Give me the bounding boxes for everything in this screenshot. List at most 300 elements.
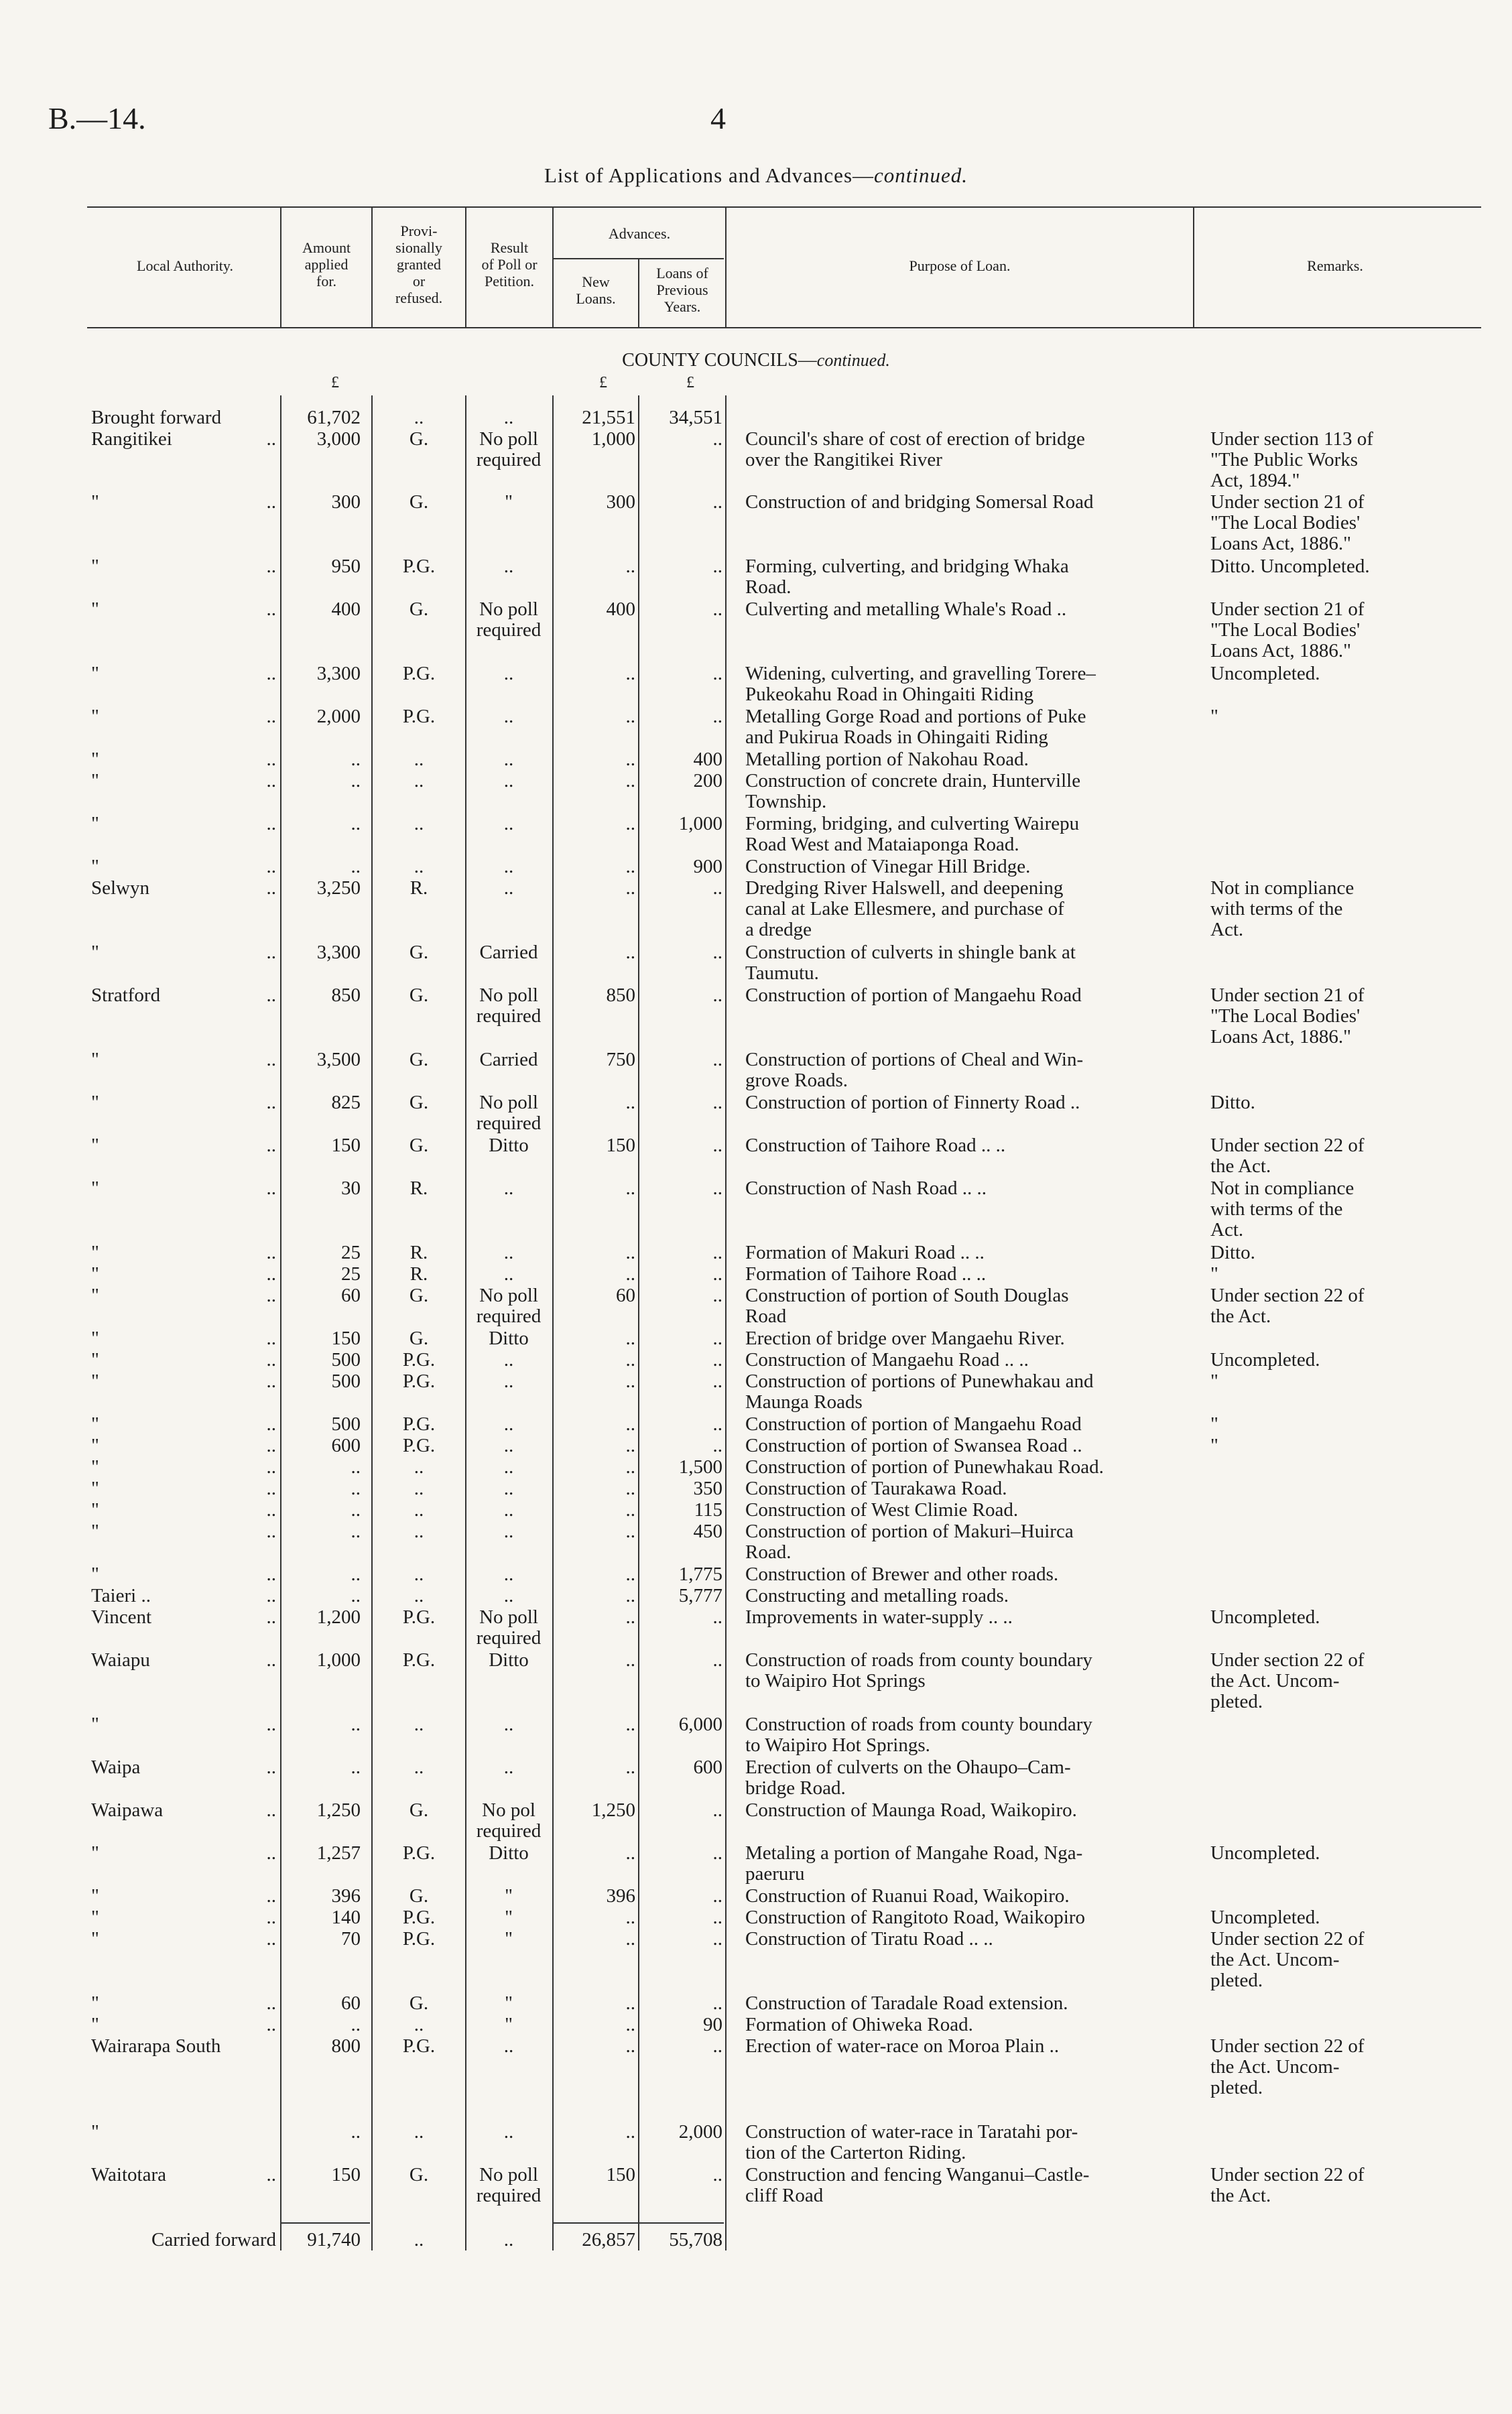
row-remarks: Uncompleted.	[1210, 663, 1320, 684]
row-amount: ..	[351, 770, 361, 791]
row-purpose: Dredging River Halswell, and deepening canal at Lake Ellesmere, and purchase of a dredge	[745, 877, 1064, 940]
row-leader-dots: ..	[266, 1328, 276, 1349]
row-remarks: Under section 21 of "The Local Bodies' Loans Act, 1886."	[1210, 598, 1365, 661]
row-new-loans: ..	[625, 1585, 635, 1606]
row-previous-loans: ..	[712, 1349, 722, 1371]
row-leader-dots: ..	[266, 1478, 276, 1499]
row-new-loans: ..	[625, 1263, 635, 1285]
row-new-loans: ..	[625, 877, 635, 899]
row-new-loans: 750	[606, 1049, 635, 1070]
row-provisional-status: ..	[414, 407, 424, 428]
row-previous-loans: ..	[712, 2164, 722, 2185]
row-new-loans: ..	[625, 749, 635, 770]
row-amount: ..	[351, 1478, 361, 1499]
row-leader-dots: ..	[266, 1285, 276, 1306]
row-amount: 600	[331, 1435, 361, 1456]
row-previous-loans: ..	[712, 1242, 722, 1263]
row-poll-result: ..	[503, 1714, 514, 1735]
row-amount: 2,000	[316, 706, 361, 727]
row-poll-result: "	[505, 1992, 513, 2014]
row-remarks: Not in compliance with terms of the Act.	[1210, 1178, 1354, 1241]
row-previous-loans: ..	[712, 1992, 722, 2014]
row-purpose: Construction of portion of Punewhakau Road.	[745, 1456, 1104, 1478]
row-poll-result: ..	[503, 2121, 514, 2143]
row-purpose: Construction of Taihore Road .. ..	[745, 1135, 1006, 1156]
row-leader-dots: ..	[266, 1799, 276, 1821]
row-new-loans: 21,551	[582, 407, 635, 428]
row-new-loans: ..	[625, 1842, 635, 1864]
row-authority: Waiapu	[91, 1649, 150, 1671]
col-header-amount: Amount applied for.	[302, 239, 351, 290]
row-new-loans: 60	[616, 1285, 635, 1306]
row-poll-result: ..	[503, 1456, 514, 1478]
row-provisional-status: P.G.	[402, 1413, 436, 1435]
row-provisional-status: ..	[414, 856, 424, 877]
row-amount: 3,500	[316, 1049, 361, 1070]
row-provisional-status: ..	[414, 749, 424, 770]
row-leader-dots: ..	[266, 877, 276, 899]
row-purpose: Construction of portions of Cheal and Win- grove Roads.	[745, 1049, 1084, 1091]
row-previous-loans: 450	[693, 1521, 722, 1542]
row-amount: 825	[331, 1092, 361, 1113]
row-previous-loans: ..	[712, 877, 722, 899]
row-leader-dots: ..	[266, 1349, 276, 1371]
row-provisional-status: P.G.	[402, 1842, 436, 1864]
row-previous-loans: ..	[712, 2035, 722, 2057]
row-provisional-status: ..	[414, 770, 424, 791]
row-poll-result: Ditto	[489, 1649, 529, 1671]
row-leader-dots: ..	[266, 984, 276, 1006]
row-poll-result: ..	[503, 1564, 514, 1585]
row-new-loans: ..	[625, 1178, 635, 1199]
row-previous-loans: 200	[693, 770, 722, 791]
col-header-poll: Result of Poll or Petition.	[481, 239, 538, 290]
row-amount: 150	[331, 2164, 361, 2185]
row-previous-loans: 350	[693, 1478, 722, 1499]
row-remarks: "	[1210, 1371, 1218, 1392]
row-new-loans: ..	[625, 1092, 635, 1113]
row-poll-result: Ditto	[489, 1328, 529, 1349]
row-leader-dots: ..	[266, 706, 276, 727]
row-new-loans: ..	[625, 1242, 635, 1263]
row-authority: "	[91, 813, 99, 834]
row-remarks: Under section 21 of "The Local Bodies' Loans Act, 1886."	[1210, 491, 1365, 554]
row-provisional-status: P.G.	[402, 706, 436, 727]
row-leader-dots: ..	[266, 2164, 276, 2185]
body-col-line	[725, 395, 727, 2250]
row-poll-result: No poll required	[476, 1606, 542, 1649]
row-purpose: Construction of Brewer and other roads.	[745, 1564, 1059, 1585]
subtotal-rule	[281, 2222, 370, 2224]
row-leader-dots: ..	[266, 1649, 276, 1671]
row-purpose: Council's share of cost of erection of bridge over the Rangitikei River	[745, 428, 1085, 470]
row-authority: "	[91, 1242, 99, 1263]
row-leader-dots: ..	[266, 1585, 276, 1606]
carried-forward-prov: ..	[414, 2229, 424, 2250]
row-poll-result: ..	[503, 1757, 514, 1778]
row-previous-loans: ..	[712, 1842, 722, 1864]
row-leader-dots: ..	[266, 556, 276, 577]
row-authority: "	[91, 1842, 99, 1864]
row-amount: 1,200	[316, 1606, 361, 1628]
row-provisional-status: G.	[409, 942, 429, 963]
row-amount: 140	[331, 1907, 361, 1928]
row-new-loans: ..	[625, 942, 635, 963]
col-header-authority: Local Authority.	[137, 257, 233, 274]
row-new-loans: ..	[625, 1521, 635, 1542]
row-new-loans: ..	[625, 856, 635, 877]
row-remarks: Not in compliance with terms of the Act.	[1210, 877, 1354, 940]
row-poll-result: ..	[503, 1371, 514, 1392]
row-authority: "	[91, 1285, 99, 1306]
row-new-loans: ..	[625, 706, 635, 727]
row-previous-loans: ..	[712, 491, 722, 513]
row-new-loans: ..	[625, 1564, 635, 1585]
row-new-loans: 300	[606, 491, 635, 513]
row-leader-dots: ..	[266, 1606, 276, 1628]
row-previous-loans: 90	[703, 2014, 722, 2035]
row-poll-result: ..	[503, 856, 514, 877]
row-provisional-status: P.G.	[402, 1928, 436, 1950]
row-purpose: Construction of and bridging Somersal Road	[745, 491, 1094, 513]
row-amount: 30	[341, 1178, 361, 1199]
row-remarks: "	[1210, 1263, 1218, 1285]
row-purpose: Improvements in water-supply .. ..	[745, 1606, 1013, 1628]
row-purpose: Construction of roads from county boundary to Waipiro Hot Springs.	[745, 1714, 1092, 1756]
row-previous-loans: ..	[712, 1285, 722, 1306]
col-header-remarks: Remarks.	[1307, 257, 1363, 274]
section-heading-continued: continued.	[816, 351, 890, 370]
row-new-loans: ..	[625, 1928, 635, 1950]
row-leader-dots: ..	[266, 1521, 276, 1542]
row-leader-dots: ..	[266, 428, 276, 450]
row-previous-loans: ..	[712, 1799, 722, 1821]
row-previous-loans: 115	[694, 1499, 722, 1521]
row-leader-dots: ..	[266, 1135, 276, 1156]
row-new-loans: 850	[606, 984, 635, 1006]
col-header-new-loans: New Loans.	[576, 273, 616, 307]
row-poll-result: ..	[503, 1178, 514, 1199]
row-previous-loans: ..	[712, 1092, 722, 1113]
row-poll-result: ..	[503, 663, 514, 684]
row-authority: "	[91, 1328, 99, 1349]
header-bottom-rule	[87, 327, 1481, 328]
section-heading	[0, 350, 1512, 371]
row-poll-result: ..	[503, 1263, 514, 1285]
row-leader-dots: ..	[266, 663, 276, 684]
row-purpose: Construction of Nash Road .. ..	[745, 1178, 987, 1199]
row-previous-loans: 2,000	[678, 2121, 722, 2143]
row-purpose: Erection of culverts on the Ohaupo–Cam- bridge Road.	[745, 1757, 1071, 1799]
row-authority: "	[91, 942, 99, 963]
row-authority: "	[91, 1413, 99, 1435]
row-authority: "	[91, 1907, 99, 1928]
row-provisional-status: P.G.	[402, 1435, 436, 1456]
row-amount: 3,300	[316, 663, 361, 684]
row-leader-dots: ..	[266, 942, 276, 963]
row-amount: 3,000	[316, 428, 361, 450]
row-leader-dots: ..	[266, 813, 276, 834]
row-purpose: Forming, culverting, and bridging Whaka Road.	[745, 556, 1069, 598]
row-amount: ..	[351, 2121, 361, 2143]
row-previous-loans: ..	[712, 1606, 722, 1628]
row-leader-dots: ..	[266, 770, 276, 791]
row-authority: "	[91, 1371, 99, 1392]
row-remarks: Ditto. Uncompleted.	[1210, 556, 1370, 577]
row-authority: "	[91, 1435, 99, 1456]
row-remarks: Under section 22 of the Act.	[1210, 2164, 1365, 2206]
row-poll-result: ..	[503, 556, 514, 577]
row-purpose: Construction and fencing Wanganui–Castle- cliff Road	[745, 2164, 1090, 2206]
row-purpose: Construction of Ruanui Road, Waikopiro.	[745, 1885, 1070, 1907]
row-poll-result: ..	[503, 877, 514, 899]
row-provisional-status: ..	[414, 1757, 424, 1778]
row-authority: "	[91, 663, 99, 684]
row-new-loans: ..	[625, 1371, 635, 1392]
row-provisional-status: R.	[410, 877, 428, 899]
row-poll-result: Ditto	[489, 1135, 529, 1156]
row-purpose: Construction of Maunga Road, Waikopiro.	[745, 1799, 1077, 1821]
row-provisional-status: ..	[414, 2014, 424, 2035]
row-authority: "	[91, 1478, 99, 1499]
row-previous-loans: ..	[712, 706, 722, 727]
row-purpose: Construction of West Climie Road.	[745, 1499, 1019, 1521]
row-purpose: Construction of water-race in Taratahi por- tion of the Carterton Riding.	[745, 2121, 1078, 2163]
row-poll-result: ..	[503, 1499, 514, 1521]
row-poll-result: No poll required	[476, 428, 542, 470]
row-leader-dots: ..	[266, 1907, 276, 1928]
row-new-loans: ..	[625, 770, 635, 791]
row-provisional-status: G.	[409, 984, 429, 1006]
row-provisional-status: G.	[409, 1799, 429, 1821]
row-poll-result: ..	[503, 770, 514, 791]
row-amount: 60	[341, 1992, 361, 2014]
row-new-loans: ..	[625, 556, 635, 577]
row-amount: ..	[351, 856, 361, 877]
row-poll-result: ..	[503, 2035, 514, 2057]
row-remarks: "	[1210, 1435, 1218, 1456]
row-amount: ..	[351, 813, 361, 834]
row-authority: "	[91, 1049, 99, 1070]
row-new-loans: ..	[625, 813, 635, 834]
row-poll-result: No poll required	[476, 2164, 542, 2206]
list-title-continued: continued.	[874, 164, 968, 187]
row-remarks: Uncompleted.	[1210, 1842, 1320, 1864]
row-remarks: Under section 22 of the Act.	[1210, 1285, 1365, 1327]
row-authority: "	[91, 770, 99, 791]
row-purpose: Construction of roads from county boundary to Waipiro Hot Springs	[745, 1649, 1092, 1692]
row-provisional-status: ..	[414, 1456, 424, 1478]
row-new-loans: ..	[625, 1478, 635, 1499]
row-provisional-status: G.	[409, 1049, 429, 1070]
row-remarks: Under section 113 of "The Public Works Act, 1894."	[1210, 428, 1373, 491]
row-leader-dots: ..	[266, 1049, 276, 1070]
row-leader-dots: ..	[266, 1456, 276, 1478]
row-provisional-status: G.	[409, 1135, 429, 1156]
row-purpose: Constructing and metalling roads.	[745, 1585, 1009, 1606]
row-previous-loans: 1,775	[678, 1564, 722, 1585]
row-authority: "	[91, 1499, 99, 1521]
row-poll-result: No poll required	[476, 1092, 542, 1134]
row-amount: 850	[331, 984, 361, 1006]
row-amount: ..	[351, 749, 361, 770]
row-poll-result: ..	[503, 1585, 514, 1606]
row-amount: 25	[341, 1242, 361, 1263]
row-previous-loans: ..	[712, 984, 722, 1006]
row-previous-loans: ..	[712, 1435, 722, 1456]
row-amount: 1,250	[316, 1799, 361, 1821]
row-provisional-status: R.	[410, 1178, 428, 1199]
row-purpose: Construction of Taurakawa Road.	[745, 1478, 1007, 1499]
row-purpose: Metalling Gorge Road and portions of Puke and Pukirua Roads in Ohingaiti Riding	[745, 706, 1086, 748]
carried-forward-amount: 91,740	[307, 2229, 361, 2250]
row-remarks: Uncompleted.	[1210, 1349, 1320, 1371]
row-previous-loans: ..	[712, 1649, 722, 1671]
row-provisional-status: ..	[414, 1564, 424, 1585]
row-poll-result: ..	[503, 1413, 514, 1435]
row-purpose: Metalling portion of Nakohau Road.	[745, 749, 1029, 770]
row-authority: "	[91, 1178, 99, 1199]
list-title	[0, 164, 1512, 188]
row-leader-dots: ..	[266, 1435, 276, 1456]
row-leader-dots: ..	[266, 598, 276, 620]
row-authority: "	[91, 1564, 99, 1585]
row-remarks: Ditto.	[1210, 1242, 1255, 1263]
row-new-loans: 1,250	[591, 1799, 635, 1821]
row-amount: 150	[331, 1135, 361, 1156]
row-provisional-status: R.	[410, 1263, 428, 1285]
row-previous-loans: ..	[712, 942, 722, 963]
row-purpose: Construction of portion of South Douglas Road	[745, 1285, 1069, 1327]
body-col-line	[552, 395, 554, 2250]
row-poll-result: ..	[503, 749, 514, 770]
row-amount: 400	[331, 598, 361, 620]
row-previous-loans: ..	[712, 1263, 722, 1285]
row-remarks: "	[1210, 706, 1218, 727]
row-leader-dots: ..	[266, 1842, 276, 1864]
row-purpose: Construction of culverts in shingle bank at Taumutu.	[745, 942, 1076, 984]
carried-forward-label: Carried forward	[151, 2229, 276, 2250]
section-heading-main: COUNTY COUNCILS—	[622, 350, 817, 371]
row-amount: ..	[351, 1521, 361, 1542]
row-amount: 61,702	[307, 407, 361, 428]
row-authority: "	[91, 491, 99, 513]
row-leader-dots: ..	[266, 1371, 276, 1392]
row-poll-result: ..	[503, 1242, 514, 1263]
row-provisional-status: R.	[410, 1242, 428, 1263]
row-purpose: Construction of Vinegar Hill Bridge.	[745, 856, 1031, 877]
row-leader-dots: ..	[266, 1413, 276, 1435]
row-remarks: Under section 22 of the Act. Uncom- pleted.	[1210, 1928, 1365, 1991]
row-provisional-status: G.	[409, 1328, 429, 1349]
carried-forward-new-loans: 26,857	[582, 2229, 635, 2250]
row-remarks: Uncompleted.	[1210, 1907, 1320, 1928]
row-previous-loans: ..	[712, 428, 722, 450]
row-amount: 950	[331, 556, 361, 577]
row-purpose: Construction of portion of Makuri–Huirca Road.	[745, 1521, 1074, 1563]
row-authority: "	[91, 598, 99, 620]
row-purpose: Construction of Rangitoto Road, Waikopiro	[745, 1907, 1086, 1928]
row-authority: Stratford	[91, 984, 161, 1006]
row-leader-dots: ..	[266, 1714, 276, 1735]
row-provisional-status: ..	[414, 1521, 424, 1542]
row-provisional-status: ..	[414, 813, 424, 834]
row-provisional-status: P.G.	[402, 1606, 436, 1628]
row-poll-result: "	[505, 2014, 513, 2035]
header-top-rule	[87, 206, 1481, 208]
row-amount: 800	[331, 2035, 361, 2057]
row-purpose: Construction of portion of Mangaehu Road	[745, 1413, 1082, 1435]
row-new-loans: 150	[606, 1135, 635, 1156]
row-poll-result: No pol required	[476, 1799, 542, 1842]
carried-forward-poll: ..	[503, 2229, 514, 2250]
row-new-loans: ..	[625, 1456, 635, 1478]
row-previous-loans: 6,000	[678, 1714, 722, 1735]
row-previous-loans: ..	[712, 1049, 722, 1070]
row-remarks: Under section 21 of "The Local Bodies' Loans Act, 1886."	[1210, 984, 1365, 1047]
row-remarks: Under section 22 of the Act.	[1210, 1135, 1365, 1177]
row-previous-loans: ..	[712, 556, 722, 577]
row-new-loans: 400	[606, 598, 635, 620]
row-purpose: Construction of Tiratu Road .. ..	[745, 1928, 993, 1950]
row-new-loans: ..	[625, 1992, 635, 2014]
row-provisional-status: G.	[409, 1885, 429, 1907]
col-header-advances: Advances.	[608, 225, 671, 242]
row-poll-result: No poll required	[476, 984, 542, 1027]
row-new-loans: ..	[625, 1714, 635, 1735]
row-poll-result: "	[505, 1928, 513, 1950]
row-provisional-status: G.	[409, 491, 429, 513]
list-title-main: List of Applications and Advances—	[544, 164, 875, 187]
row-provisional-status: G.	[409, 1992, 429, 2014]
row-purpose: Construction of portion of Mangaehu Road	[745, 984, 1082, 1006]
pound-sign-amount: £	[331, 374, 339, 391]
row-purpose: Erection of bridge over Mangaehu River.	[745, 1328, 1065, 1349]
row-amount: 300	[331, 491, 361, 513]
row-authority: "	[91, 1992, 99, 2014]
row-purpose: Formation of Ohiweka Road.	[745, 2014, 973, 2035]
row-provisional-status: P.G.	[402, 1649, 436, 1671]
row-amount: 396	[331, 1885, 361, 1907]
row-purpose: Forming, bridging, and culverting Wairepu Road West and Mataiaponga Road.	[745, 813, 1080, 855]
row-poll-result: ..	[503, 1478, 514, 1499]
row-previous-loans: ..	[712, 1328, 722, 1349]
row-authority: Brought forward	[91, 407, 222, 428]
row-poll-result: "	[505, 1907, 513, 1928]
carried-forward-previous-loans: 55,708	[669, 2229, 722, 2250]
row-previous-loans: ..	[712, 598, 722, 620]
row-provisional-status: P.G.	[402, 1371, 436, 1392]
row-authority: Taieri ..	[91, 1585, 151, 1606]
row-purpose: Culverting and metalling Whale's Road ..	[745, 598, 1067, 620]
row-authority: "	[91, 1092, 99, 1113]
row-authority: "	[91, 2121, 99, 2143]
row-authority: "	[91, 1714, 99, 1735]
row-poll-result: Carried	[479, 1049, 538, 1070]
row-amount: 60	[341, 1285, 361, 1306]
row-poll-result: ..	[503, 407, 514, 428]
row-previous-loans: ..	[712, 1135, 722, 1156]
row-provisional-status: G.	[409, 428, 429, 450]
row-poll-result: ..	[503, 1349, 514, 1371]
row-previous-loans: ..	[712, 663, 722, 684]
row-poll-result: "	[505, 491, 513, 513]
row-authority: "	[91, 556, 99, 577]
row-previous-loans: 1,000	[678, 813, 722, 834]
row-provisional-status: P.G.	[402, 556, 436, 577]
row-leader-dots: ..	[266, 1263, 276, 1285]
row-purpose: Formation of Makuri Road .. ..	[745, 1242, 985, 1263]
